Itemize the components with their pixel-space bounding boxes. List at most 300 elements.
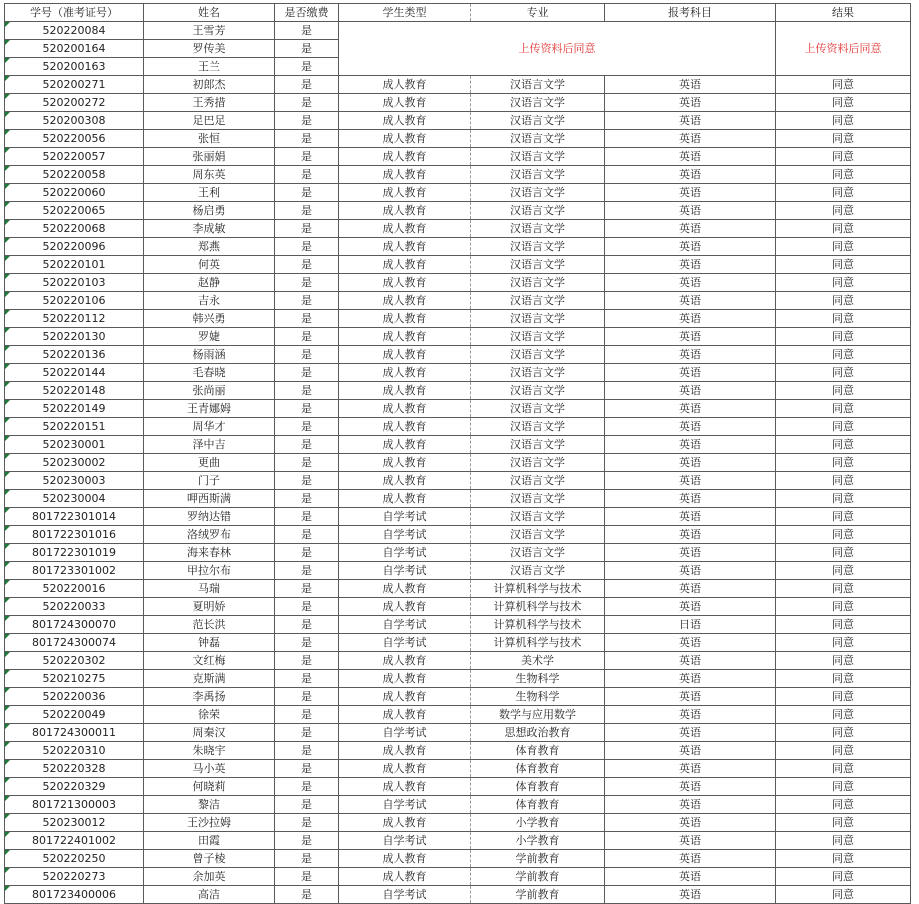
subject-cell[interactable]: 英语	[605, 364, 776, 382]
result-cell[interactable]: 同意	[776, 130, 911, 148]
name-cell[interactable]: 张丽娟	[144, 148, 275, 166]
name-cell[interactable]: 文红梅	[144, 652, 275, 670]
student-id-cell[interactable]: 801724300074	[5, 634, 144, 652]
name-cell[interactable]: 王沙拉姆	[144, 814, 275, 832]
major-cell[interactable]: 美术学	[471, 652, 605, 670]
subject-cell[interactable]: 英语	[605, 382, 776, 400]
student-type-cell[interactable]: 成人教育	[339, 436, 471, 454]
name-cell[interactable]: 克斯满	[144, 670, 275, 688]
name-cell[interactable]: 呷西斯满	[144, 490, 275, 508]
major-cell[interactable]: 汉语言文学	[471, 472, 605, 490]
name-cell[interactable]: 曾子棱	[144, 850, 275, 868]
student-id-cell[interactable]: 520220060	[5, 184, 144, 202]
name-cell[interactable]: 李成敏	[144, 220, 275, 238]
subject-cell[interactable]: 英语	[605, 310, 776, 328]
result-cell[interactable]: 同意	[776, 292, 911, 310]
student-type-cell[interactable]: 成人教育	[339, 148, 471, 166]
name-cell[interactable]: 杨雨涵	[144, 346, 275, 364]
paid-cell[interactable]: 是	[275, 94, 339, 112]
paid-cell[interactable]: 是	[275, 832, 339, 850]
student-id-cell[interactable]: 801722301014	[5, 508, 144, 526]
paid-cell[interactable]: 是	[275, 22, 339, 40]
major-cell[interactable]: 汉语言文学	[471, 400, 605, 418]
paid-cell[interactable]: 是	[275, 598, 339, 616]
student-id-cell[interactable]: 520230001	[5, 436, 144, 454]
student-type-cell[interactable]: 成人教育	[339, 94, 471, 112]
result-cell[interactable]: 同意	[776, 832, 911, 850]
result-cell[interactable]: 同意	[776, 184, 911, 202]
student-type-cell[interactable]: 成人教育	[339, 76, 471, 94]
student-id-cell[interactable]: 520220056	[5, 130, 144, 148]
paid-cell[interactable]: 是	[275, 472, 339, 490]
major-cell[interactable]: 体育教育	[471, 778, 605, 796]
student-type-cell[interactable]: 成人教育	[339, 166, 471, 184]
major-cell[interactable]: 汉语言文学	[471, 238, 605, 256]
result-cell[interactable]: 同意	[776, 508, 911, 526]
student-id-cell[interactable]: 801722301016	[5, 526, 144, 544]
subject-cell[interactable]: 英语	[605, 148, 776, 166]
student-id-cell[interactable]: 520220096	[5, 238, 144, 256]
student-type-cell[interactable]: 自学考试	[339, 544, 471, 562]
student-id-cell[interactable]: 520220136	[5, 346, 144, 364]
student-id-cell[interactable]: 520220049	[5, 706, 144, 724]
paid-cell[interactable]: 是	[275, 346, 339, 364]
student-type-cell[interactable]: 成人教育	[339, 328, 471, 346]
subject-cell[interactable]: 英语	[605, 166, 776, 184]
subject-cell[interactable]: 日语	[605, 616, 776, 634]
paid-cell[interactable]: 是	[275, 112, 339, 130]
student-id-cell[interactable]: 801722301019	[5, 544, 144, 562]
student-id-cell[interactable]: 520220058	[5, 166, 144, 184]
paid-cell[interactable]: 是	[275, 778, 339, 796]
major-cell[interactable]: 汉语言文学	[471, 310, 605, 328]
subject-cell[interactable]: 英语	[605, 436, 776, 454]
paid-cell[interactable]: 是	[275, 850, 339, 868]
subject-cell[interactable]: 英语	[605, 454, 776, 472]
student-type-cell[interactable]: 自学考试	[339, 616, 471, 634]
subject-cell[interactable]: 英语	[605, 328, 776, 346]
paid-cell[interactable]: 是	[275, 796, 339, 814]
paid-cell[interactable]: 是	[275, 526, 339, 544]
name-cell[interactable]: 朱晓宇	[144, 742, 275, 760]
major-cell[interactable]: 汉语言文学	[471, 148, 605, 166]
paid-cell[interactable]: 是	[275, 688, 339, 706]
paid-cell[interactable]: 是	[275, 616, 339, 634]
subject-cell[interactable]: 英语	[605, 418, 776, 436]
paid-cell[interactable]: 是	[275, 256, 339, 274]
name-cell[interactable]: 王秀措	[144, 94, 275, 112]
name-cell[interactable]: 王兰	[144, 58, 275, 76]
paid-cell[interactable]: 是	[275, 436, 339, 454]
result-cell[interactable]: 同意	[776, 814, 911, 832]
student-type-cell[interactable]: 成人教育	[339, 868, 471, 886]
subject-cell[interactable]: 英语	[605, 544, 776, 562]
result-cell[interactable]: 同意	[776, 94, 911, 112]
major-cell[interactable]: 汉语言文学	[471, 274, 605, 292]
subject-cell[interactable]: 英语	[605, 814, 776, 832]
major-cell[interactable]: 学前教育	[471, 886, 605, 904]
result-cell[interactable]: 同意	[776, 400, 911, 418]
student-type-cell[interactable]: 成人教育	[339, 238, 471, 256]
paid-cell[interactable]: 是	[275, 328, 339, 346]
result-cell[interactable]: 同意	[776, 796, 911, 814]
paid-cell[interactable]: 是	[275, 652, 339, 670]
student-id-cell[interactable]: 520220144	[5, 364, 144, 382]
result-cell[interactable]: 同意	[776, 634, 911, 652]
student-type-cell[interactable]: 成人教育	[339, 580, 471, 598]
paid-cell[interactable]: 是	[275, 562, 339, 580]
major-cell[interactable]: 生物科学	[471, 688, 605, 706]
student-type-cell[interactable]: 成人教育	[339, 364, 471, 382]
name-cell[interactable]: 夏明娇	[144, 598, 275, 616]
paid-cell[interactable]: 是	[275, 706, 339, 724]
student-id-cell[interactable]: 520220084	[5, 22, 144, 40]
subject-cell[interactable]: 英语	[605, 202, 776, 220]
subject-cell[interactable]: 英语	[605, 400, 776, 418]
major-cell[interactable]: 计算机科学与技术	[471, 634, 605, 652]
paid-cell[interactable]: 是	[275, 238, 339, 256]
major-cell[interactable]: 学前教育	[471, 868, 605, 886]
name-cell[interactable]: 初郎杰	[144, 76, 275, 94]
result-cell[interactable]: 同意	[776, 148, 911, 166]
subject-cell[interactable]: 英语	[605, 760, 776, 778]
major-cell[interactable]: 体育教育	[471, 760, 605, 778]
result-cell[interactable]: 同意	[776, 454, 911, 472]
student-type-cell[interactable]: 成人教育	[339, 472, 471, 490]
major-cell[interactable]: 汉语言文学	[471, 220, 605, 238]
major-cell[interactable]: 汉语言文学	[471, 454, 605, 472]
student-id-cell[interactable]: 520220149	[5, 400, 144, 418]
student-type-cell[interactable]: 成人教育	[339, 130, 471, 148]
major-cell[interactable]: 汉语言文学	[471, 184, 605, 202]
subject-cell[interactable]: 英语	[605, 706, 776, 724]
paid-cell[interactable]: 是	[275, 580, 339, 598]
paid-cell[interactable]: 是	[275, 76, 339, 94]
subject-cell[interactable]: 英语	[605, 886, 776, 904]
student-type-cell[interactable]: 成人教育	[339, 400, 471, 418]
student-type-cell[interactable]: 成人教育	[339, 184, 471, 202]
result-cell[interactable]: 同意	[776, 328, 911, 346]
result-cell[interactable]: 同意	[776, 166, 911, 184]
result-cell[interactable]: 同意	[776, 580, 911, 598]
major-cell[interactable]: 计算机科学与技术	[471, 580, 605, 598]
student-id-cell[interactable]: 520220106	[5, 292, 144, 310]
student-id-cell[interactable]: 520220130	[5, 328, 144, 346]
student-type-cell[interactable]: 成人教育	[339, 814, 471, 832]
student-type-cell[interactable]: 自学考试	[339, 886, 471, 904]
name-cell[interactable]: 周华才	[144, 418, 275, 436]
merged-notice-cell[interactable]: 上传资料后同意	[339, 22, 776, 76]
subject-cell[interactable]: 英语	[605, 184, 776, 202]
result-cell[interactable]: 同意	[776, 778, 911, 796]
header-cell-paid[interactable]: 是否缴费	[275, 4, 339, 22]
major-cell[interactable]: 汉语言文学	[471, 76, 605, 94]
student-type-cell[interactable]: 成人教育	[339, 310, 471, 328]
paid-cell[interactable]: 是	[275, 724, 339, 742]
result-cell[interactable]: 同意	[776, 742, 911, 760]
subject-cell[interactable]: 英语	[605, 76, 776, 94]
student-id-cell[interactable]: 520230004	[5, 490, 144, 508]
paid-cell[interactable]: 是	[275, 310, 339, 328]
result-cell[interactable]: 同意	[776, 526, 911, 544]
major-cell[interactable]: 体育教育	[471, 742, 605, 760]
student-id-cell[interactable]: 520230003	[5, 472, 144, 490]
name-cell[interactable]: 王雪芳	[144, 22, 275, 40]
result-cell[interactable]: 同意	[776, 670, 911, 688]
subject-cell[interactable]: 英语	[605, 346, 776, 364]
student-id-cell[interactable]: 520220068	[5, 220, 144, 238]
name-cell[interactable]: 范长洪	[144, 616, 275, 634]
student-id-cell[interactable]: 520200163	[5, 58, 144, 76]
student-id-cell[interactable]: 520220273	[5, 868, 144, 886]
paid-cell[interactable]: 是	[275, 400, 339, 418]
name-cell[interactable]: 田霞	[144, 832, 275, 850]
student-type-cell[interactable]: 成人教育	[339, 742, 471, 760]
result-cell[interactable]: 同意	[776, 238, 911, 256]
paid-cell[interactable]: 是	[275, 58, 339, 76]
name-cell[interactable]: 泽中吉	[144, 436, 275, 454]
result-cell[interactable]: 同意	[776, 418, 911, 436]
major-cell[interactable]: 汉语言文学	[471, 490, 605, 508]
name-cell[interactable]: 马瑞	[144, 580, 275, 598]
student-type-cell[interactable]: 自学考试	[339, 562, 471, 580]
major-cell[interactable]: 数学与应用数学	[471, 706, 605, 724]
student-type-cell[interactable]: 成人教育	[339, 274, 471, 292]
major-cell[interactable]: 汉语言文学	[471, 328, 605, 346]
student-id-cell[interactable]: 520220328	[5, 760, 144, 778]
student-id-cell[interactable]: 520220148	[5, 382, 144, 400]
paid-cell[interactable]: 是	[275, 670, 339, 688]
student-type-cell[interactable]: 自学考试	[339, 508, 471, 526]
result-cell[interactable]: 同意	[776, 310, 911, 328]
major-cell[interactable]: 汉语言文学	[471, 436, 605, 454]
paid-cell[interactable]: 是	[275, 418, 339, 436]
paid-cell[interactable]: 是	[275, 382, 339, 400]
paid-cell[interactable]: 是	[275, 364, 339, 382]
subject-cell[interactable]: 英语	[605, 508, 776, 526]
result-cell[interactable]: 同意	[776, 202, 911, 220]
result-cell[interactable]: 同意	[776, 562, 911, 580]
name-cell[interactable]: 王利	[144, 184, 275, 202]
result-cell[interactable]: 同意	[776, 598, 911, 616]
paid-cell[interactable]: 是	[275, 544, 339, 562]
paid-cell[interactable]: 是	[275, 490, 339, 508]
name-cell[interactable]: 张恒	[144, 130, 275, 148]
name-cell[interactable]: 甲拉尔布	[144, 562, 275, 580]
name-cell[interactable]: 毛春晓	[144, 364, 275, 382]
major-cell[interactable]: 汉语言文学	[471, 562, 605, 580]
subject-cell[interactable]: 英语	[605, 562, 776, 580]
result-cell[interactable]: 同意	[776, 760, 911, 778]
student-id-cell[interactable]: 520220101	[5, 256, 144, 274]
student-type-cell[interactable]: 成人教育	[339, 778, 471, 796]
result-cell[interactable]: 同意	[776, 256, 911, 274]
name-cell[interactable]: 吉永	[144, 292, 275, 310]
name-cell[interactable]: 余加英	[144, 868, 275, 886]
paid-cell[interactable]: 是	[275, 130, 339, 148]
student-id-cell[interactable]: 801723400006	[5, 886, 144, 904]
student-type-cell[interactable]: 成人教育	[339, 598, 471, 616]
student-id-cell[interactable]: 520220310	[5, 742, 144, 760]
student-type-cell[interactable]: 成人教育	[339, 652, 471, 670]
student-type-cell[interactable]: 成人教育	[339, 220, 471, 238]
major-cell[interactable]: 汉语言文学	[471, 256, 605, 274]
name-cell[interactable]: 黎洁	[144, 796, 275, 814]
name-cell[interactable]: 杨启勇	[144, 202, 275, 220]
student-id-cell[interactable]: 520220065	[5, 202, 144, 220]
result-cell[interactable]: 同意	[776, 886, 911, 904]
result-cell[interactable]: 同意	[776, 274, 911, 292]
result-cell[interactable]: 同意	[776, 652, 911, 670]
result-cell[interactable]: 同意	[776, 364, 911, 382]
student-type-cell[interactable]: 自学考试	[339, 832, 471, 850]
student-id-cell[interactable]: 520200308	[5, 112, 144, 130]
paid-cell[interactable]: 是	[275, 202, 339, 220]
student-id-cell[interactable]: 520200164	[5, 40, 144, 58]
student-type-cell[interactable]: 成人教育	[339, 670, 471, 688]
subject-cell[interactable]: 英语	[605, 238, 776, 256]
paid-cell[interactable]: 是	[275, 508, 339, 526]
name-cell[interactable]: 何英	[144, 256, 275, 274]
name-cell[interactable]: 海来春林	[144, 544, 275, 562]
student-id-cell[interactable]: 520200271	[5, 76, 144, 94]
paid-cell[interactable]: 是	[275, 886, 339, 904]
result-cell[interactable]: 同意	[776, 868, 911, 886]
subject-cell[interactable]: 英语	[605, 220, 776, 238]
name-cell[interactable]: 罗纳达错	[144, 508, 275, 526]
name-cell[interactable]: 足巴足	[144, 112, 275, 130]
student-type-cell[interactable]: 自学考试	[339, 724, 471, 742]
subject-cell[interactable]: 英语	[605, 526, 776, 544]
name-cell[interactable]: 罗传美	[144, 40, 275, 58]
student-id-cell[interactable]: 520220103	[5, 274, 144, 292]
name-cell[interactable]: 张尚丽	[144, 382, 275, 400]
major-cell[interactable]: 学前教育	[471, 850, 605, 868]
name-cell[interactable]: 门子	[144, 472, 275, 490]
student-type-cell[interactable]: 自学考试	[339, 526, 471, 544]
header-cell-student-id[interactable]: 学号（准考证号）	[5, 4, 144, 22]
subject-cell[interactable]: 英语	[605, 796, 776, 814]
student-id-cell[interactable]: 801723301002	[5, 562, 144, 580]
merged-result-cell[interactable]: 上传资料后同意	[776, 22, 911, 76]
paid-cell[interactable]: 是	[275, 634, 339, 652]
subject-cell[interactable]: 英语	[605, 670, 776, 688]
major-cell[interactable]: 汉语言文学	[471, 94, 605, 112]
major-cell[interactable]: 小学教育	[471, 832, 605, 850]
major-cell[interactable]: 汉语言文学	[471, 112, 605, 130]
major-cell[interactable]: 汉语言文学	[471, 292, 605, 310]
student-type-cell[interactable]: 成人教育	[339, 454, 471, 472]
subject-cell[interactable]: 英语	[605, 490, 776, 508]
student-type-cell[interactable]: 成人教育	[339, 760, 471, 778]
paid-cell[interactable]: 是	[275, 454, 339, 472]
major-cell[interactable]: 汉语言文学	[471, 508, 605, 526]
student-id-cell[interactable]: 520220036	[5, 688, 144, 706]
name-cell[interactable]: 李禹扬	[144, 688, 275, 706]
header-cell-student-type[interactable]: 学生类型	[339, 4, 471, 22]
student-type-cell[interactable]: 成人教育	[339, 292, 471, 310]
major-cell[interactable]: 计算机科学与技术	[471, 598, 605, 616]
result-cell[interactable]: 同意	[776, 616, 911, 634]
paid-cell[interactable]: 是	[275, 868, 339, 886]
paid-cell[interactable]: 是	[275, 742, 339, 760]
subject-cell[interactable]: 英语	[605, 580, 776, 598]
result-cell[interactable]: 同意	[776, 76, 911, 94]
subject-cell[interactable]: 英语	[605, 850, 776, 868]
name-cell[interactable]: 马小英	[144, 760, 275, 778]
student-type-cell[interactable]: 成人教育	[339, 706, 471, 724]
major-cell[interactable]: 汉语言文学	[471, 544, 605, 562]
name-cell[interactable]: 郑燕	[144, 238, 275, 256]
name-cell[interactable]: 何晓莉	[144, 778, 275, 796]
major-cell[interactable]: 汉语言文学	[471, 202, 605, 220]
header-cell-subject[interactable]: 报考科目	[605, 4, 776, 22]
major-cell[interactable]: 汉语言文学	[471, 364, 605, 382]
major-cell[interactable]: 汉语言文学	[471, 346, 605, 364]
name-cell[interactable]: 周东英	[144, 166, 275, 184]
student-id-cell[interactable]: 520220302	[5, 652, 144, 670]
paid-cell[interactable]: 是	[275, 184, 339, 202]
student-id-cell[interactable]: 520230002	[5, 454, 144, 472]
student-type-cell[interactable]: 成人教育	[339, 418, 471, 436]
student-id-cell[interactable]: 801722401002	[5, 832, 144, 850]
result-cell[interactable]: 同意	[776, 724, 911, 742]
result-cell[interactable]: 同意	[776, 220, 911, 238]
student-type-cell[interactable]: 成人教育	[339, 688, 471, 706]
major-cell[interactable]: 汉语言文学	[471, 418, 605, 436]
result-cell[interactable]: 同意	[776, 706, 911, 724]
subject-cell[interactable]: 英语	[605, 130, 776, 148]
name-cell[interactable]: 洛绒罗布	[144, 526, 275, 544]
subject-cell[interactable]: 英语	[605, 94, 776, 112]
student-id-cell[interactable]: 801724300011	[5, 724, 144, 742]
subject-cell[interactable]: 英语	[605, 292, 776, 310]
result-cell[interactable]: 同意	[776, 850, 911, 868]
header-cell-name[interactable]: 姓名	[144, 4, 275, 22]
header-cell-result[interactable]: 结果	[776, 4, 911, 22]
name-cell[interactable]: 钟磊	[144, 634, 275, 652]
paid-cell[interactable]: 是	[275, 220, 339, 238]
subject-cell[interactable]: 英语	[605, 778, 776, 796]
major-cell[interactable]: 汉语言文学	[471, 526, 605, 544]
paid-cell[interactable]: 是	[275, 166, 339, 184]
student-type-cell[interactable]: 自学考试	[339, 796, 471, 814]
major-cell[interactable]: 体育教育	[471, 796, 605, 814]
name-cell[interactable]: 更曲	[144, 454, 275, 472]
subject-cell[interactable]: 英语	[605, 724, 776, 742]
paid-cell[interactable]: 是	[275, 274, 339, 292]
major-cell[interactable]: 汉语言文学	[471, 382, 605, 400]
result-cell[interactable]: 同意	[776, 112, 911, 130]
result-cell[interactable]: 同意	[776, 472, 911, 490]
student-id-cell[interactable]: 520230012	[5, 814, 144, 832]
major-cell[interactable]: 生物科学	[471, 670, 605, 688]
subject-cell[interactable]: 英语	[605, 598, 776, 616]
result-cell[interactable]: 同意	[776, 490, 911, 508]
student-id-cell[interactable]: 801721300003	[5, 796, 144, 814]
student-type-cell[interactable]: 成人教育	[339, 202, 471, 220]
subject-cell[interactable]: 英语	[605, 652, 776, 670]
major-cell[interactable]: 汉语言文学	[471, 166, 605, 184]
subject-cell[interactable]: 英语	[605, 868, 776, 886]
student-id-cell[interactable]: 520220151	[5, 418, 144, 436]
paid-cell[interactable]: 是	[275, 760, 339, 778]
subject-cell[interactable]: 英语	[605, 472, 776, 490]
subject-cell[interactable]: 英语	[605, 112, 776, 130]
student-id-cell[interactable]: 520210275	[5, 670, 144, 688]
student-id-cell[interactable]: 801724300070	[5, 616, 144, 634]
student-id-cell[interactable]: 520200272	[5, 94, 144, 112]
